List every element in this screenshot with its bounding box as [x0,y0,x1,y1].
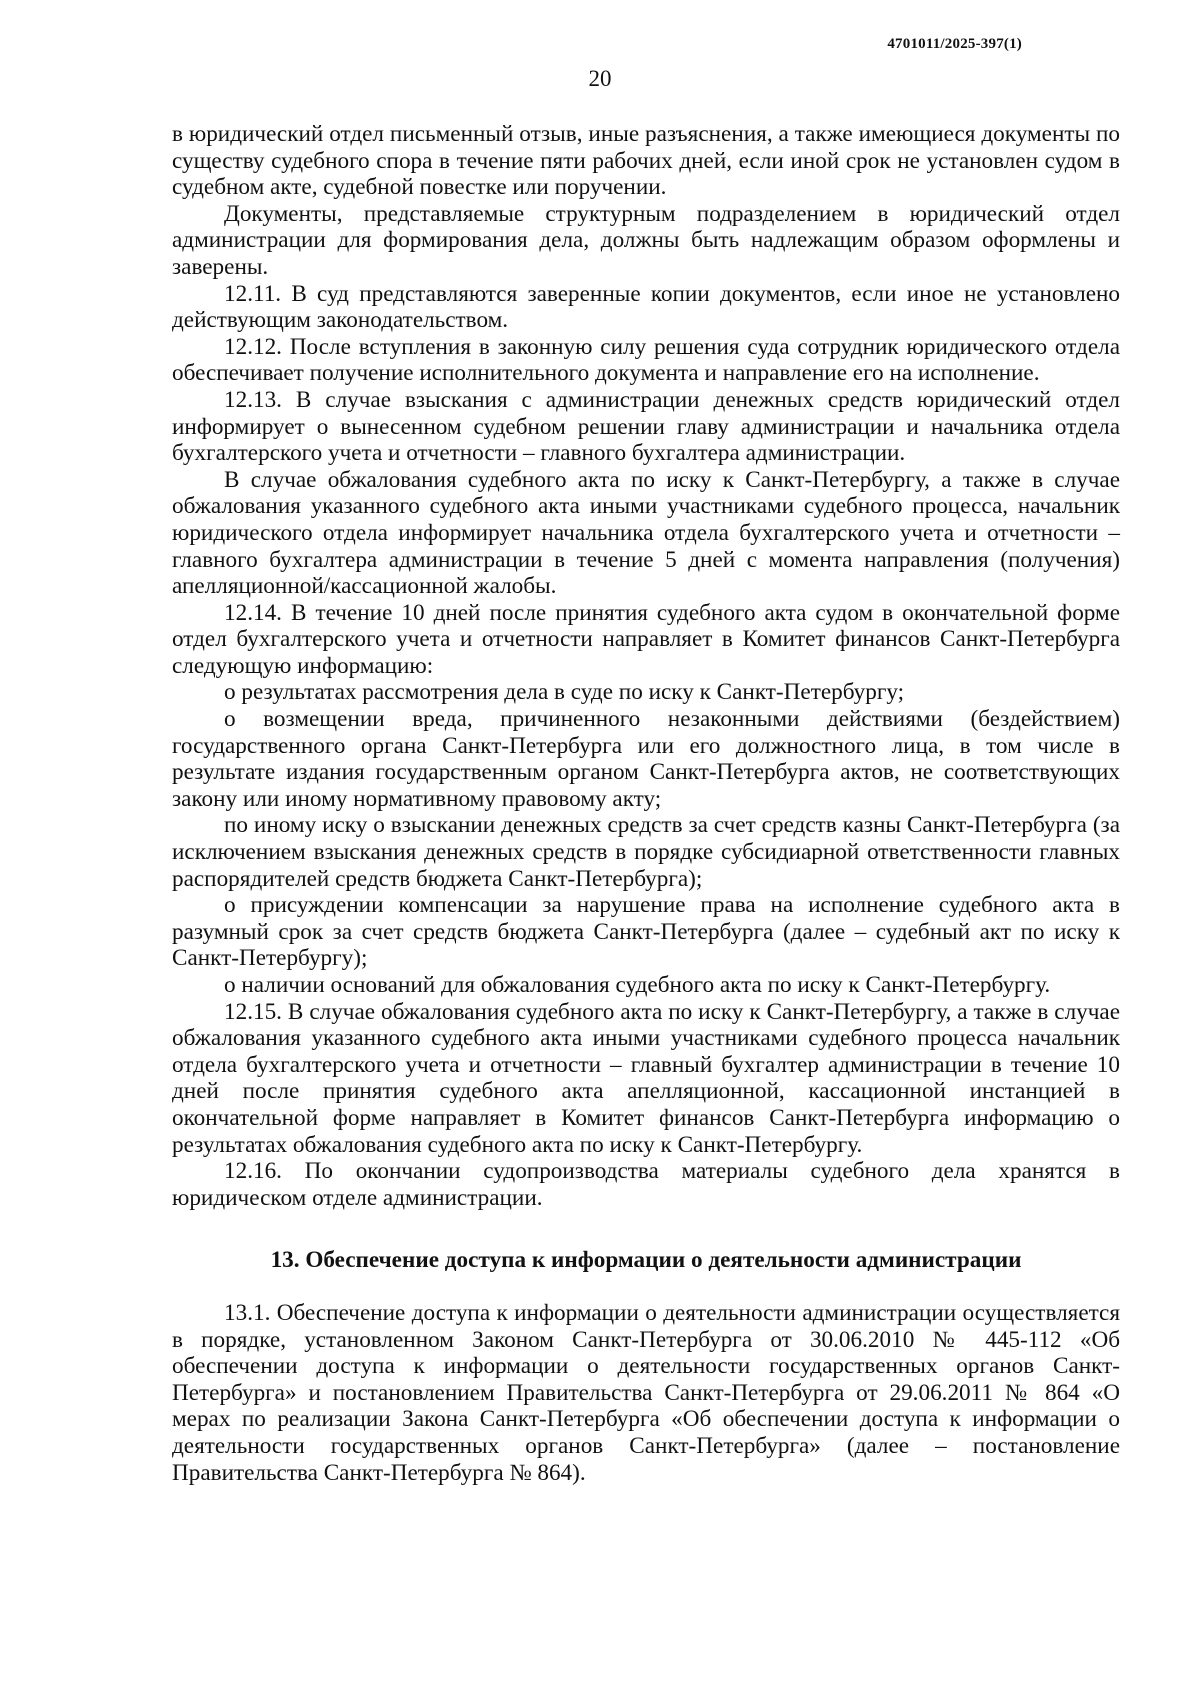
paragraph-12-14: 12.14. В течение 10 дней после принятия судебного акта судом в окончательной форме отдел бухгалтерского учета и отчетности направляет в Комитет финансов Санкт-Петербурга следующую информацию: [172,599,1120,679]
paragraph-12-15: 12.15. В случае обжалования судебного акта по иску к Санкт-Петербургу, а также в случае обжалования указанного судебного акта иными участниками судебного процесса начальник отдела бухгалтерского учета и отчетности – главный бухгалтер администрации в течение 10 дней после принятия судебного акта апелляционной, кассационной инстанцией в окончательной форме направляет в Комитет финансов Санкт-Петербурга информацию о результатах обжалования судебного акта по иску к Санкт-Петербургу. [172,998,1120,1158]
paragraph: о результатах рассмотрения дела в суде по иску к Санкт-Петербургу; [224,679,905,706]
document-registration-number: 4701011/2025-397(1) [887,36,1022,52]
paragraph: о наличии оснований для обжалования судебного акта по иску к Санкт-Петербургу. [224,972,1051,998]
section-13-body [172,1300,1120,1486]
paragraph: Документы, представляемые структурным подразделением в юридический отдел администрации для формирования дела, должны быть надлежащим образом оформлены и заверены. [172,200,1120,280]
paragraph: в юридический отдел письменный отзыв, иные разъяснения, а также имеющиеся документы по существу судебного спора в течение пяти рабочих дней, если иной срок не установлен судом в судебном акте, судебной повестке или поручении. [172,121,1120,201]
paragraphs-before [172,121,1120,1211]
page-number: 20 [588,66,612,91]
paragraph-12-12: 12.12. После вступления в законную силу решения суда сотрудник юридического отдела обеспечивает получение исполнительного документа и направление его на исполнение. [172,333,1120,387]
paragraph-13-1: 13.1. Обеспечение доступа к информации о деятельности администрации осуществляется в порядке, установленном Законом Санкт-Петербурга от 30.06.2010 № 445-112 «Об обеспечении доступа к информации о деятельности государственных органов Санкт-Петербурга» и постановлением Правительства Санкт-Петербурга от 29.06.2011 № 864 «О мерах по реализации Закона Санкт-Петербурга «Об обеспечении доступа к информации о деятельности государственных органов Санкт-Петербурга» (далее – постановление Правительства Санкт-Петербурга № 864). [172,1299,1120,1486]
paragraph: В случае обжалования судебного акта по иску к Санкт-Петербургу, а также в случае обжалования указанного судебного акта иными участниками судебного процесса, начальник юридического отдела информирует начальника отдела бухгалтерского учета и отчетности – главного бухгалтера администрации в течение 5 дней с момента направления (получения) апелляционной/кассационной жалобы. [172,466,1120,600]
paragraph: о возмещении вреда, причиненного незаконными действиями (бездействием) государственного органа Санкт-Петербурга или его должностного лица, в том числе в результате издания государственным органом Санкт-Петербурга актов, не соответствующих закону или иному нормативному правовому акту; [172,706,1120,812]
paragraph-12-16: 12.16. По окончании судопроизводства материалы судебного дела хранятся в юридическом отделе администрации. [172,1158,1120,1211]
paragraph-12-11: 12.11. В суд представляются заверенные копии документов, если иное не установлено действующим законодательством. [172,280,1120,334]
paragraph-12-13: 12.13. В случае взыскания с администрации денежных средств юридический отдел информирует о вынесенном судебном решении главу администрации и начальника отдела бухгалтерского учета и отчетности – главного бухгалтера администрации. [172,386,1120,467]
document-body [172,121,1120,1486]
paragraph: о присуждении компенсации за нарушение права на исполнение судебного акта в разумный срок за счет средств бюджета Санкт-Петербурга (далее – судебный акт по иску к Санкт-Петербургу); [172,892,1120,972]
section-heading: 13. Обеспечение доступа к информации о деятельности администрации [270,1247,1022,1274]
paragraph: по иному иску о взыскании денежных средств за счет средств казны Санкт-Петербурга (за исключением взыскания денежных средств в порядке субсидиарной ответственности главных распорядителей средств бюджета Санкт-Петербурга); [172,812,1120,892]
